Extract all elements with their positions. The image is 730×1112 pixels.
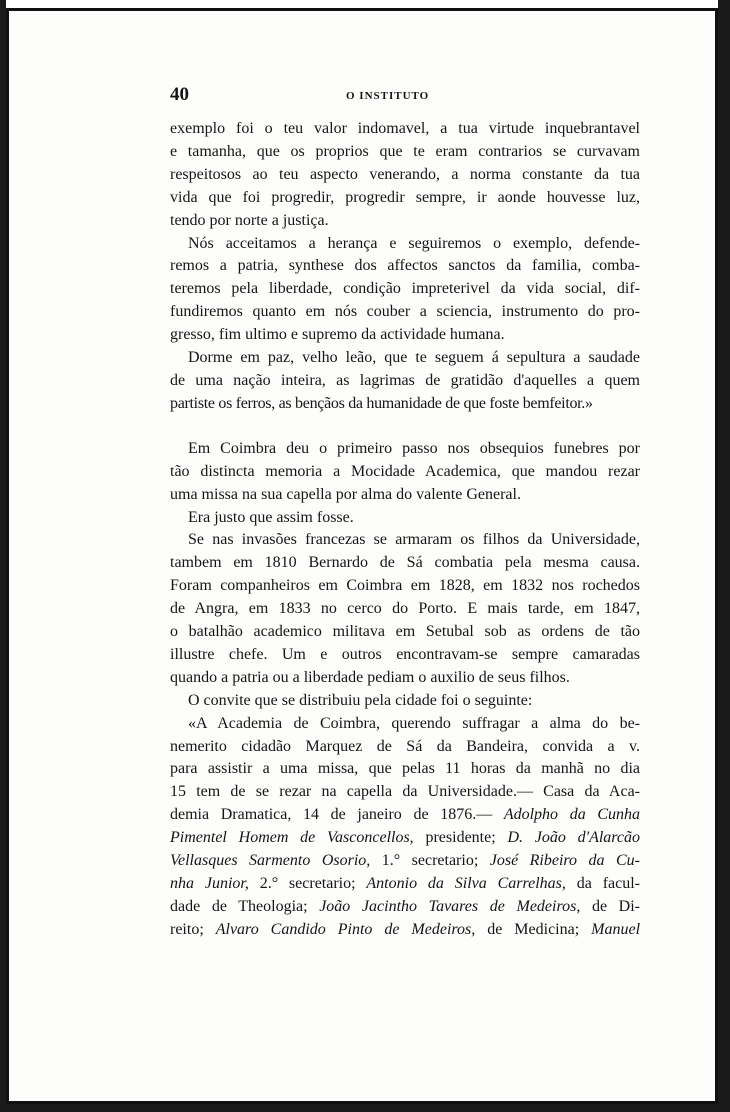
signatory-name: João Jacintho Tavares de Medeiros, (319, 897, 581, 915)
text-span: dade de Theologia; (170, 897, 308, 915)
page-header (170, 84, 640, 108)
text-span: 1.° secretario; (381, 852, 479, 870)
text-line (170, 827, 640, 850)
text-line: o batalhão academico militava em Setubal sob as ordens de tão (170, 623, 640, 641)
text-line: partiste os ferros, as bençãos da humanidade de que foste bemfeitor.» (170, 394, 593, 412)
text-line: vida que foi progredir, progredir sempre, ir aonde houvesse luz, (170, 188, 640, 206)
section-gap (170, 416, 640, 438)
text-span: demia Dramatica, 14 de janeiro de 1876.— (170, 806, 493, 824)
text-line: tão distincta memoria a Mocidade Academica, que mandou rezar (170, 462, 640, 480)
text-line: O convite que se distribuiu pela cidade foi o seguinte: (188, 691, 533, 709)
paragraph (170, 233, 640, 348)
text-line: de uma nação inteira, as lagrimas de gratidão d'aquelles a quem (170, 371, 640, 389)
text-line: illustre chefe. Um e outros encontravam-se sempre camaradas (170, 645, 640, 663)
text-line: teremos pela liberdade, condição impreterivel da vida social, dif- (170, 280, 640, 298)
text-line: tambem em 1810 Bernardo de Sá combatia pela mesma causa. (170, 554, 640, 572)
text-line: «A Academia de Coimbra, querendo suffragar a alma do be- (188, 714, 640, 732)
text-span: de Medicina; (487, 920, 580, 938)
page-number: 40 (170, 84, 189, 105)
text-line: uma missa na sua capella por alma do valente General. (170, 485, 521, 503)
paragraph (170, 438, 640, 507)
text-span: presidente; (425, 829, 496, 847)
text-line: remos a patria, synthese dos affectos sanctos da familia, comba- (170, 257, 640, 275)
text-line: Dorme em paz, velho leão, que te seguem á sepultura a saudade (188, 349, 640, 367)
signatory-name: D. João d'Alarcão (507, 829, 641, 847)
text-line: de Angra, em 1833 no cerco do Porto. E mais tarde, em 1847, (170, 600, 640, 618)
text-line: 15 tem de se rezar na capella da Universidade.— Casa da Aca- (170, 783, 640, 801)
text-line (170, 873, 640, 896)
text-line: nemerito cidadão Marquez de Sá da Bandeira, convida a v. (170, 737, 640, 755)
text-line: exemplo foi o teu valor indomavel, a tua virtude inquebrantavel (170, 120, 640, 137)
text-line: gresso, fim ultimo e supremo da actividade humana. (170, 326, 505, 344)
signatory-name: Pimentel Homem de Vasconcellos, (170, 829, 414, 847)
signatory-name: nha Junior, (170, 875, 249, 892)
scan-edge-right (718, 0, 730, 1112)
invitation-quote (170, 713, 640, 942)
text-line: respeitosos ao teu aspecto venerando, a norma constante da tua (170, 165, 640, 183)
text-line: para assistir a uma missa, que pelas 11 horas da manhã no dia (170, 760, 640, 778)
signatory-name: Manuel (591, 920, 641, 938)
text-line (170, 896, 640, 919)
text-line (170, 804, 640, 827)
signatory-name: Vellasques Sarmento Osorio, (170, 852, 371, 870)
signatory-name: Alvaro Candido Pinto de Medeiros, (215, 920, 476, 938)
paragraph (170, 529, 640, 689)
signatory-name: José Ribeiro da Cu- (489, 852, 641, 870)
text-line: tendo por norte a justiça. (170, 211, 329, 229)
paragraph (170, 690, 640, 713)
text-line: Se nas invasões francezas se armaram os filhos da Universidade, (188, 531, 640, 549)
running-title: O INSTITUTO (346, 90, 430, 102)
paragraph (170, 118, 640, 233)
signatory-name: Adolpho da Cunha (503, 806, 640, 824)
text-span: de Di- (591, 897, 641, 915)
paragraph (170, 507, 640, 530)
text-line: e tamanha, que os proprios que te eram contrarios se curvavam (170, 142, 640, 160)
text-line: Em Coimbra deu o primeiro passo nos obsequios funebres por (188, 439, 640, 457)
text-line: Era justo que assim fosse. (188, 508, 354, 526)
text-line: quando a patria ou a liberdade pediam o auxilio de seus filhos. (170, 668, 570, 686)
text-line: Foram companheiros em Coimbra em 1828, em 1832 nos rochedos (170, 577, 640, 595)
text-line (170, 919, 640, 942)
text-line: fundiremos quanto em nós couber a sciencia, instrumento do pro- (170, 303, 640, 321)
paragraph (170, 347, 640, 416)
text-span: da facul- (576, 875, 640, 892)
signatory-name: Antonio da Silva Carrelhas, (366, 875, 566, 892)
text-span: reito; (170, 920, 204, 938)
text-span: 2.° secretario; (259, 875, 356, 892)
page-body (170, 118, 640, 942)
text-line: Nós acceitamos a herança e seguiremos o exemplo, defende- (188, 234, 640, 252)
text-line (170, 850, 640, 873)
scan-edge-bottom (0, 1104, 730, 1112)
